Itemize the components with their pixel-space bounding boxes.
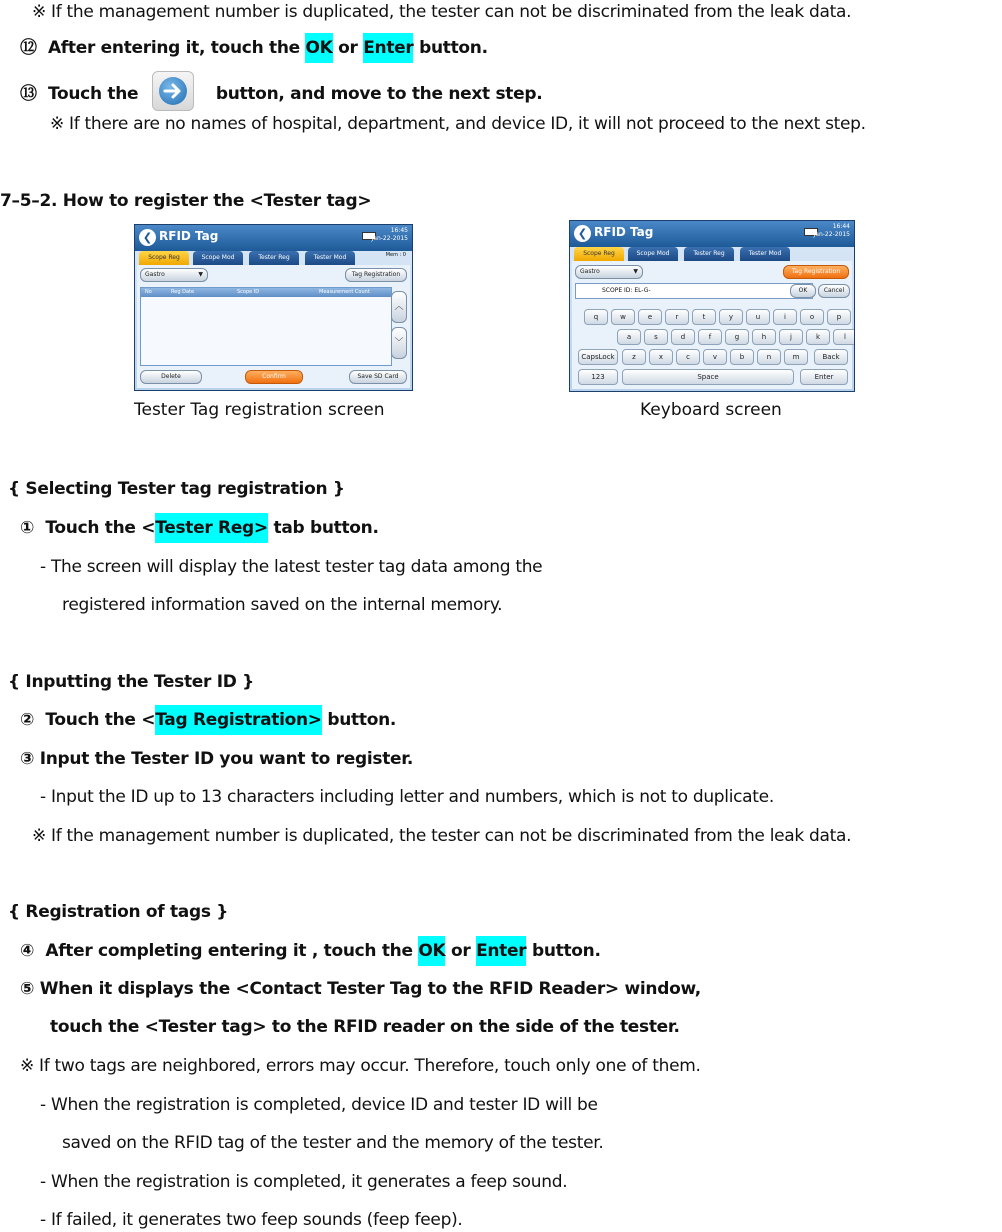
key-c[interactable]: c [676,349,700,365]
enter-highlight: Enter [363,33,413,63]
key-g[interactable]: g [725,329,749,345]
delete-button[interactable]: Delete [140,370,202,384]
reg-desc-4: - If failed, it generates two feep sounds (feep feep). [40,1210,463,1230]
space-key[interactable]: Space [622,369,794,385]
tab-scope-mod[interactable]: Scope Mod [628,247,678,261]
step-4-number: ④ [20,941,35,961]
department-dropdown[interactable]: Gastro ▼ [575,265,643,279]
step-12 [20,36,488,60]
sel-desc-1: - The screen will display the latest tester tag data among the [40,557,543,577]
screen1-title: RFID Tag [159,229,219,243]
back-icon[interactable]: ❮ [139,229,156,246]
key-l[interactable]: l [833,329,855,345]
key-w[interactable]: w [611,309,635,325]
col-measurement-count: Measurement Count [319,289,370,295]
step-1-pre: Touch the < [45,518,156,538]
step-2-pre: Touch the < [45,710,156,730]
reg-desc-2: saved on the RFID tag of the tester and the memory of the tester. [62,1133,604,1153]
confirm-button[interactable]: Confirm [245,370,303,384]
step-2 [20,708,396,732]
key-y[interactable]: y [719,309,743,325]
tag-registration-button[interactable]: Tag Registration [345,268,407,282]
key-i[interactable]: i [773,309,797,325]
key-t[interactable]: t [692,309,716,325]
next-arrow-icon [152,71,194,111]
step-12-post: button. [413,38,488,58]
caption-tester-tag-screen: Tester Tag registration screen [134,400,385,420]
col-no: No [145,289,152,295]
chevron-down-icon: ▼ [633,268,638,275]
key-z[interactable]: z [622,349,646,365]
tab-tester-mod[interactable]: Tester Mod [305,251,355,265]
caption-keyboard-screen: Keyboard screen [640,400,782,420]
scroll-down-icon[interactable]: ﹀ [391,327,407,359]
enter-highlight: Enter [476,936,526,966]
key-e[interactable]: e [638,309,662,325]
reg-desc-3: - When the registration is completed, it generates a feep sound. [40,1172,568,1192]
key-n[interactable]: n [757,349,781,365]
scroll-up-icon[interactable]: ︿ [391,291,407,323]
sel-desc-2: registered information saved on the internal memory. [62,595,503,615]
keyboard-screen [569,220,855,392]
step-3: ③ Input the Tester ID you want to register. [20,749,414,769]
inp-desc-1: - Input the ID up to 13 characters including letter and numbers, which is not to duplicate. [40,787,774,807]
top-note-duplicate: ※ If the management number is duplicated, the tester can not be discriminated from the leak data. [32,2,852,22]
key-r[interactable]: r [665,309,689,325]
step-4-pre: After completing entering it , touch the [45,941,419,961]
step-13-pre: Touch the [47,84,144,104]
key-x[interactable]: x [649,349,673,365]
key-j[interactable]: j [779,329,803,345]
key-o[interactable]: o [800,309,824,325]
step-4-post: button. [526,941,601,961]
reg-desc-1: - When the registration is completed, device ID and tester ID will be [40,1095,598,1115]
heading-inputting: { Inputting the Tester ID } [8,672,254,692]
key-k[interactable]: k [806,329,830,345]
step-4 [20,939,601,963]
ok-highlight: OK [418,936,445,966]
step-4-or: or [445,941,477,961]
tab-scope-reg[interactable]: Scope Reg [574,247,624,261]
inp-note: ※ If the management number is duplicated, the tester can not be discriminated from the leak data. [32,826,852,846]
heading-selecting: { Selecting Tester tag registration } [8,479,345,499]
key-m[interactable]: m [784,349,808,365]
tag-registration-highlight: Tag Registration> [155,705,322,735]
key-s[interactable]: s [644,329,668,345]
capslock-key[interactable]: CapsLock [578,349,618,365]
step-12-number: ⑫ [20,38,37,58]
back-key[interactable]: Back [814,349,848,365]
key-u[interactable]: u [746,309,770,325]
top-note-names: ※ If there are no names of hospital, department, and device ID, it will not proceed to the next step. [50,114,866,134]
col-reg-date: Reg Date [171,289,195,295]
step-12-pre: After entering it, touch the [47,38,306,58]
screen1-clock: 16:45 Jan-22-2015 [371,227,408,242]
reg-note: ※ If two tags are neighbored, errors may occur. Therefore, touch only one of them. [20,1056,701,1076]
numbers-key[interactable]: 123 [578,369,618,385]
screen2-header [570,221,854,247]
ok-button[interactable]: OK [790,284,816,298]
step-5-line-2: touch the <Tester tag> to the RFID reader on the side of the tester. [50,1017,680,1037]
back-icon[interactable]: ❮ [574,225,591,242]
key-q[interactable]: q [584,309,608,325]
tester-reg-highlight: Tester Reg> [155,513,268,543]
key-b[interactable]: b [730,349,754,365]
tag-list [140,287,392,366]
step-2-post: button. [321,710,397,730]
tab-tester-reg[interactable]: Tester Reg [249,251,299,265]
tester-tag-registration-screen [134,224,413,391]
screen2-clock: 16:44 Jan-22-2015 [813,223,850,238]
col-scope-id: Scope ID [237,289,260,295]
tab-tester-mod[interactable]: Tester Mod [740,247,790,261]
tag-registration-button[interactable]: Tag Registration [783,265,849,279]
chevron-down-icon: ▼ [198,271,203,278]
key-a[interactable]: a [617,329,641,345]
step-13-post: button, and move to the next step. [215,84,543,104]
screen1-header [135,225,412,251]
step-5-line-1: ⑤ When it displays the <Contact Tester Tag to the RFID Reader> window, [20,979,701,999]
step-1-number: ① [20,518,35,538]
key-h[interactable]: h [752,329,776,345]
screen2-title: RFID Tag [594,225,654,239]
key-v[interactable]: v [703,349,727,365]
tab-scope-mod[interactable]: Scope Mod [193,251,243,265]
tab-tester-reg[interactable]: Tester Reg [684,247,734,261]
save-sd-card-button[interactable]: Save SD Card [349,370,407,384]
step-13-number: ⑬ [20,84,37,104]
department-dropdown[interactable]: Gastro ▼ [140,268,208,282]
ok-highlight: OK [305,33,332,63]
tab-scope-reg[interactable]: Scope Reg [139,251,189,265]
memory-count: Mem : 0 [385,252,406,258]
key-f[interactable]: f [698,329,722,345]
enter-key[interactable]: Enter [800,369,848,385]
step-2-number: ② [20,710,35,730]
step-13 [20,74,542,114]
step-1-post: tab button. [267,518,379,538]
step-1 [20,516,379,540]
cancel-button[interactable]: Cancel [818,284,850,298]
heading-registration: { Registration of tags } [8,902,229,922]
section-title: 7–5–2. How to register the <Tester tag> [0,191,372,211]
scope-id-input[interactable]: SCOPE ID: EL-G- [575,283,813,299]
key-p[interactable]: p [827,309,851,325]
step-12-or: or [332,38,364,58]
key-d[interactable]: d [671,329,695,345]
